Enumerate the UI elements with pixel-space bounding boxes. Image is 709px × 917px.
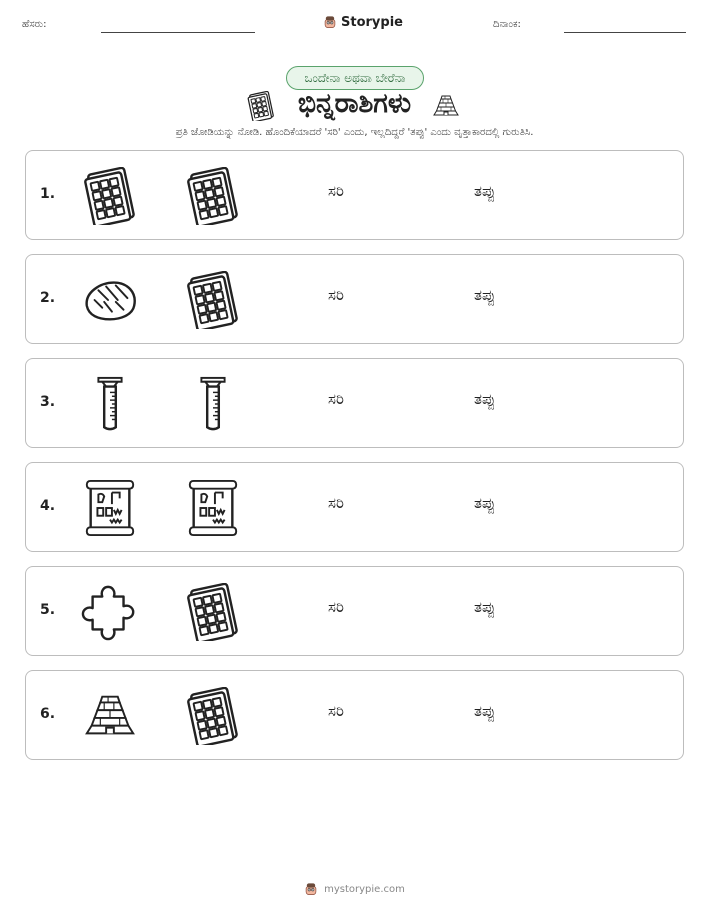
footer — [0, 881, 709, 897]
chocolate-bar-icon — [184, 271, 242, 329]
chocolate-bar-icon — [184, 687, 242, 745]
option-false[interactable]: ತಪ್ಪು — [474, 182, 496, 200]
date-label: ದಿನಾಂಕ: — [493, 19, 521, 30]
date-field[interactable] — [564, 32, 686, 33]
instructions: ಪ್ರತಿ ಜೋಡಿಯನ್ನು ನೋಡಿ. ಹೊಂದಿಕೆಯಾದರೆ 'ಸರಿ' ಎಂದು, ಇಲ್ಲದಿದ್ದರೆ 'ತಪ್ಪು' ಎಂದು ವೃತ್ತಾಕಾರದಲ್ಲಿ ಗುರುತಿಸಿ. — [175, 127, 534, 138]
papyrus-scroll-icon — [184, 479, 242, 537]
brand-name: Storypie — [341, 14, 403, 30]
option-true[interactable]: ಸರಿ — [328, 598, 344, 616]
pyramid-icon — [81, 687, 139, 745]
name-label: ಹೆಸರು: — [22, 19, 47, 30]
mascot-icon — [304, 881, 318, 897]
chocolate-bar-icon — [184, 583, 242, 641]
option-true[interactable]: ಸರಿ — [328, 494, 344, 512]
chocolate-bar-icon — [184, 167, 242, 225]
option-true[interactable]: ಸರಿ — [328, 286, 344, 304]
question-number: 5. — [40, 602, 56, 618]
measuring-cylinder-icon — [81, 375, 139, 433]
footer-url: mystorypie.com — [324, 883, 405, 895]
name-field[interactable] — [101, 32, 255, 33]
measuring-cylinder-icon — [184, 375, 242, 433]
option-false[interactable]: ತಪ್ಪು — [474, 702, 496, 720]
chocolate-bar-icon — [81, 167, 139, 225]
question-card — [25, 566, 684, 656]
brand-logo — [323, 14, 403, 30]
bread-icon — [81, 271, 139, 329]
question-card — [25, 462, 684, 552]
option-true[interactable]: ಸರಿ — [328, 182, 344, 200]
pyramid-icon — [430, 91, 462, 121]
question-number: 1. — [40, 186, 56, 202]
option-false[interactable]: ತಪ್ಪು — [474, 494, 496, 512]
page-title: ಭಿನ್ನರಾಶಿಗಳು — [297, 88, 412, 119]
mascot-icon — [323, 14, 337, 30]
option-false[interactable]: ತಪ್ಪು — [474, 286, 496, 304]
papyrus-scroll-icon — [81, 479, 139, 537]
question-number: 4. — [40, 498, 56, 514]
option-false[interactable]: ತಪ್ಪು — [474, 390, 496, 408]
question-card — [25, 358, 684, 448]
option-false[interactable]: ತಪ್ಪು — [474, 598, 496, 616]
question-number: 6. — [40, 706, 56, 722]
option-true[interactable]: ಸರಿ — [328, 390, 344, 408]
question-number: 3. — [40, 394, 56, 410]
question-card — [25, 254, 684, 344]
question-number: 2. — [40, 290, 56, 306]
option-true[interactable]: ಸರಿ — [328, 702, 344, 720]
question-card — [25, 150, 684, 240]
activity-badge: ಒಂದೇನಾ ಅಥವಾ ಬೇರೆನಾ — [286, 66, 424, 90]
question-card — [25, 670, 684, 760]
puzzle-piece-icon — [81, 583, 139, 641]
